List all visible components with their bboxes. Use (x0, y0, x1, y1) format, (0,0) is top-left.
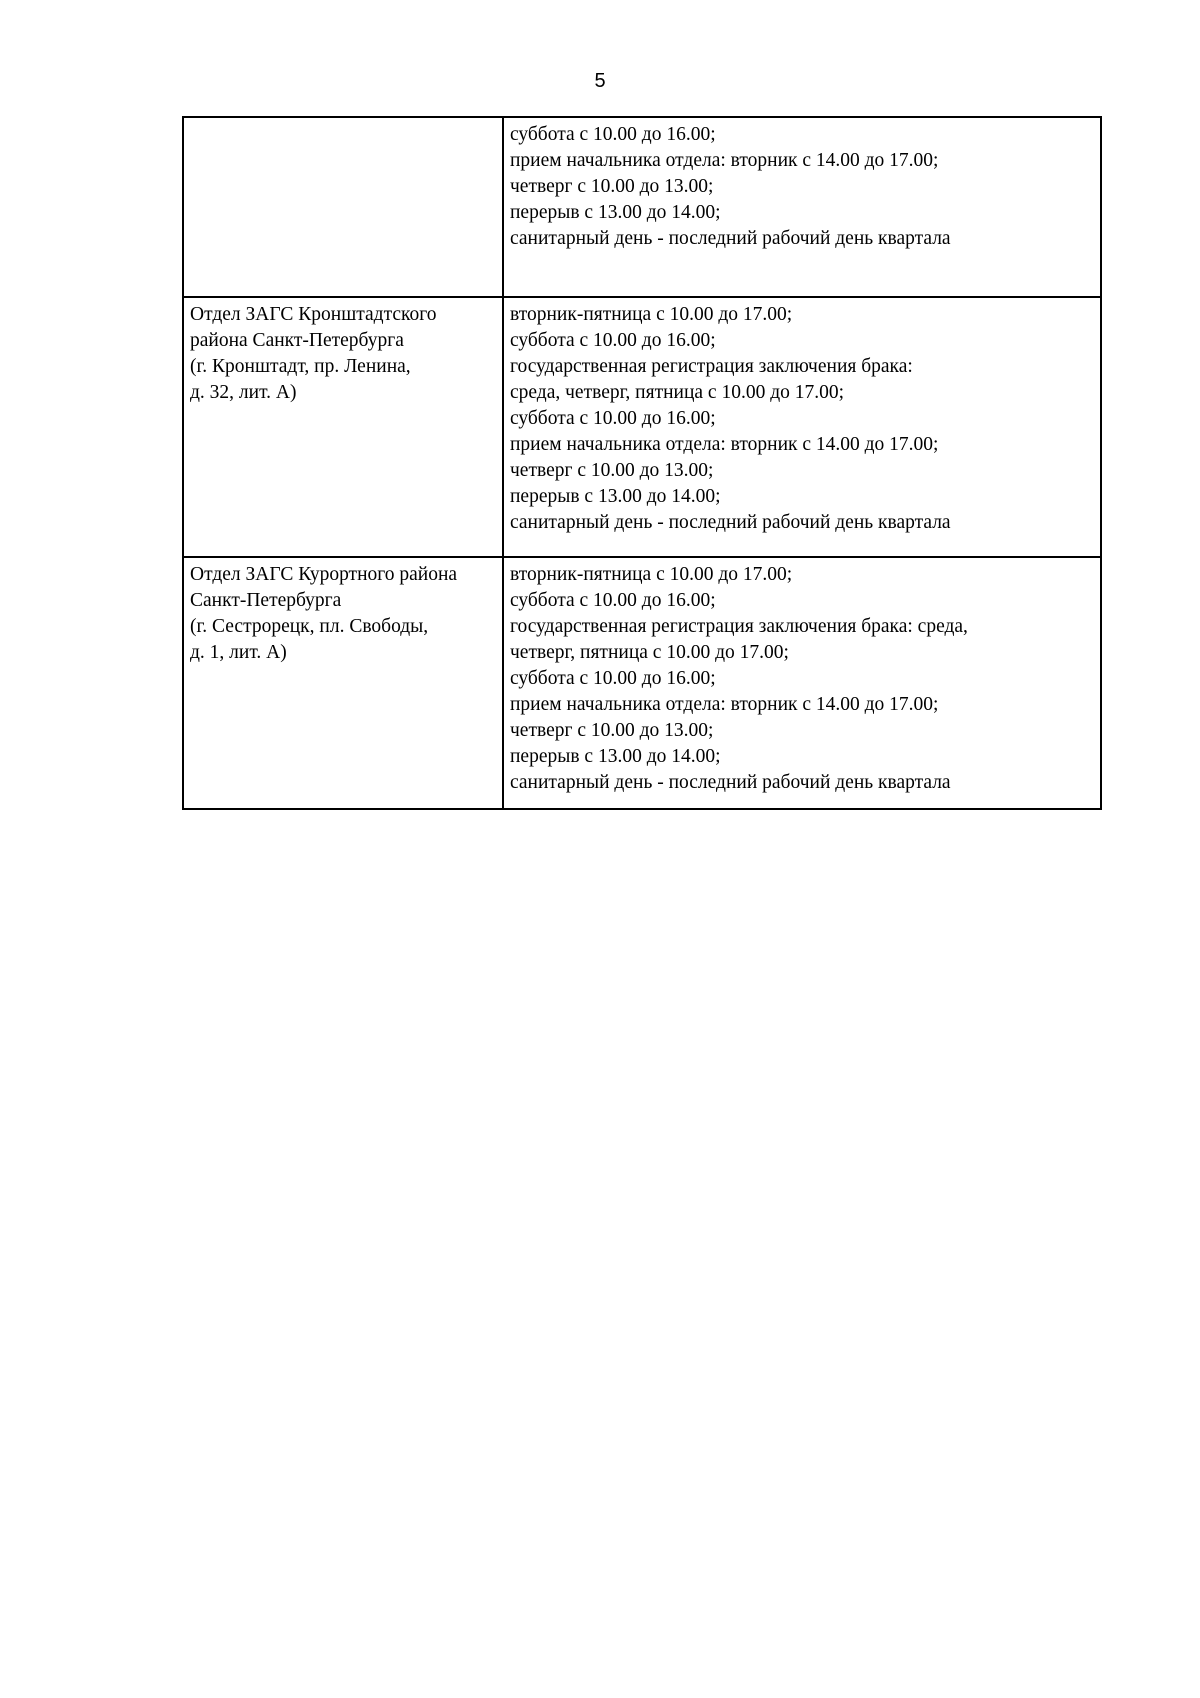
working-hours-line: перерыв с 13.00 до 14.00; (510, 486, 721, 507)
working-hours-line: прием начальника отдела: вторник с 14.00 до 17.00; (510, 150, 939, 171)
working-hours-line: перерыв с 13.00 до 14.00; (510, 202, 721, 223)
working-hours-line: прием начальника отдела: вторник с 14.00 до 17.00; (510, 434, 939, 455)
schedule-table-body (183, 117, 1101, 809)
working-hours-line: суббота с 10.00 до 16.00; (510, 668, 716, 689)
table-row (183, 117, 1101, 297)
working-hours-line: среда, четверг, пятница с 10.00 до 17.00; (510, 382, 845, 403)
working-hours-line: санитарный день - последний рабочий день квартала (510, 512, 951, 533)
page-number: 5 (594, 70, 606, 92)
working-hours-line: суббота с 10.00 до 16.00; (510, 408, 716, 429)
working-hours-line: перерыв с 13.00 до 14.00; (510, 746, 721, 767)
working-hours-line: вторник-пятница с 10.00 до 17.00; (510, 564, 793, 585)
working-hours-line: санитарный день - последний рабочий день квартала (510, 772, 951, 793)
office-address-line: района Санкт-Петербурга (190, 330, 404, 351)
table-row (183, 557, 1101, 809)
office-address-line: (г. Сестрорецк, пл. Свободы, (190, 616, 429, 637)
working-hours-line: четверг, пятница с 10.00 до 17.00; (510, 642, 789, 663)
office-address-line: Санкт-Петербурга (190, 590, 342, 611)
working-hours-line: суббота с 10.00 до 16.00; (510, 330, 716, 351)
working-hours-line: суббота с 10.00 до 16.00; (510, 124, 716, 145)
working-hours-line: четверг с 10.00 до 13.00; (510, 720, 714, 741)
working-hours-line: четверг с 10.00 до 13.00; (510, 176, 714, 197)
office-address-line: (г. Кронштадт, пр. Ленина, (190, 356, 411, 377)
working-hours-line: санитарный день - последний рабочий день квартала (510, 228, 951, 249)
office-address-line: Отдел ЗАГС Курортного района (190, 564, 458, 585)
office-cell (183, 297, 503, 557)
office-cell (183, 557, 503, 809)
working-hours-line: прием начальника отдела: вторник с 14.00 до 17.00; (510, 694, 939, 715)
office-address-line: д. 1, лит. А) (190, 642, 287, 663)
working-hours-cell (503, 297, 1101, 557)
working-hours-line: суббота с 10.00 до 16.00; (510, 590, 716, 611)
office-address-line: Отдел ЗАГС Кронштадтского (190, 304, 437, 325)
table-row (183, 297, 1101, 557)
working-hours-line: государственная регистрация заключения брака: среда, (510, 616, 968, 637)
schedule-table (182, 116, 1102, 810)
office-address-line: д. 32, лит. А) (190, 382, 297, 403)
working-hours-cell (503, 117, 1101, 297)
working-hours-line: государственная регистрация заключения брака: (510, 356, 913, 377)
working-hours-line: четверг с 10.00 до 13.00; (510, 460, 714, 481)
working-hours-line: вторник-пятница с 10.00 до 17.00; (510, 304, 793, 325)
working-hours-cell (503, 557, 1101, 809)
office-cell (183, 117, 503, 297)
